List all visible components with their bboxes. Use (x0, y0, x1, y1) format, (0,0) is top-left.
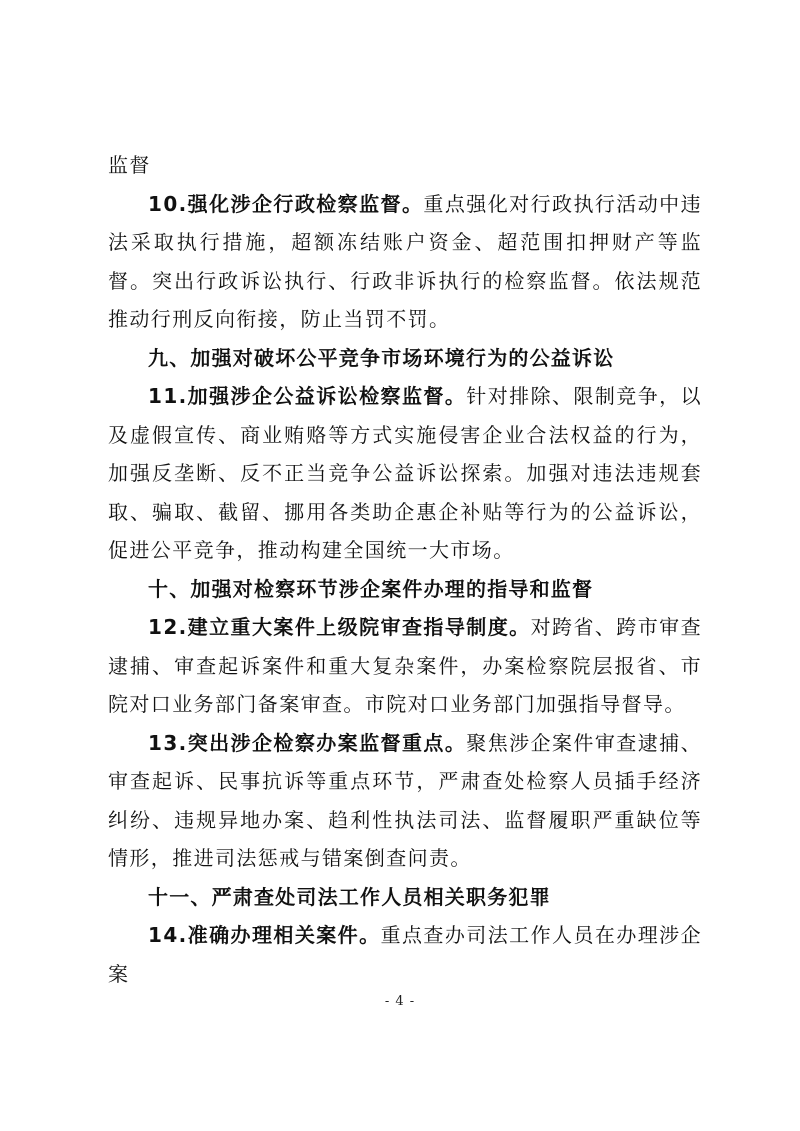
item-11-lead: 11.加强涉企公益诉讼检察监督。 (148, 384, 467, 408)
item-10-lead: 10.强化涉企行政检察监督。 (148, 191, 424, 216)
item-11-text: 针对排除、限制竞争，以及虚假宣传、商业贿赂等方式实施侵害企业合法权益的行为，加强反垄断、反不正当竞争公益诉讼探索。加强对违法违规套取、骗取、截留、挪用各类助企惠企补贴等行为的公益诉讼，促进公平竞争，推动构建全国统一大市场。 (108, 384, 702, 562)
item-11-paragraph (108, 377, 702, 570)
document-body (108, 146, 702, 993)
section-11-heading: 十一、严肃查处司法工作人员相关职务犯罪 (148, 884, 551, 909)
item-14-lead: 14.准确办理相关案件。 (148, 923, 381, 947)
section-9-heading: 九、加强对破坏公平竞争市场环境行为的公益诉讼 (148, 345, 615, 370)
item-14-paragraph (108, 916, 702, 993)
item-10-text: 重点强化对行政执行活动中违法采取执行措施，超额冻结账户资金、超范围扣押财产等监督。突出行政诉讼执行、行政非诉执行的检察监督。依法规范推动行刑反向衔接，防止当罚不罚。 (108, 191, 703, 331)
item-12-paragraph (108, 608, 702, 724)
item-12-text: 对跨省、跨市审查逮捕、审查起诉案件和重大复杂案件，办案检察院层报省、市院对口业务部门备案审查。市院对口业务部门加强指导督导。 (108, 615, 703, 716)
continuation-paragraph: 监督 (108, 153, 151, 177)
item-10-paragraph (108, 185, 702, 339)
section-10-heading: 十、加强对检察环节涉企案件办理的指导和监督 (148, 576, 594, 601)
item-13-text: 聚焦涉企案件审查逮捕、审查起诉、民事抗诉等重点环节，严肃查处检察人员插手经济纠纷、违规异地办案、趋利性执法司法、监督履职严重缺位等情形，推进司法惩戒与错案倒查问责。 (108, 730, 702, 870)
item-13-paragraph (108, 724, 702, 878)
item-14-text: 重点查办司法工作人员在办理涉企案 (108, 923, 703, 986)
item-12-lead: 12.建立重大案件上级院审查指导制度。 (148, 615, 531, 639)
page-number: - 4 - (384, 994, 416, 1009)
item-13-lead: 13.突出涉企检察办案监督重点。 (148, 730, 467, 755)
